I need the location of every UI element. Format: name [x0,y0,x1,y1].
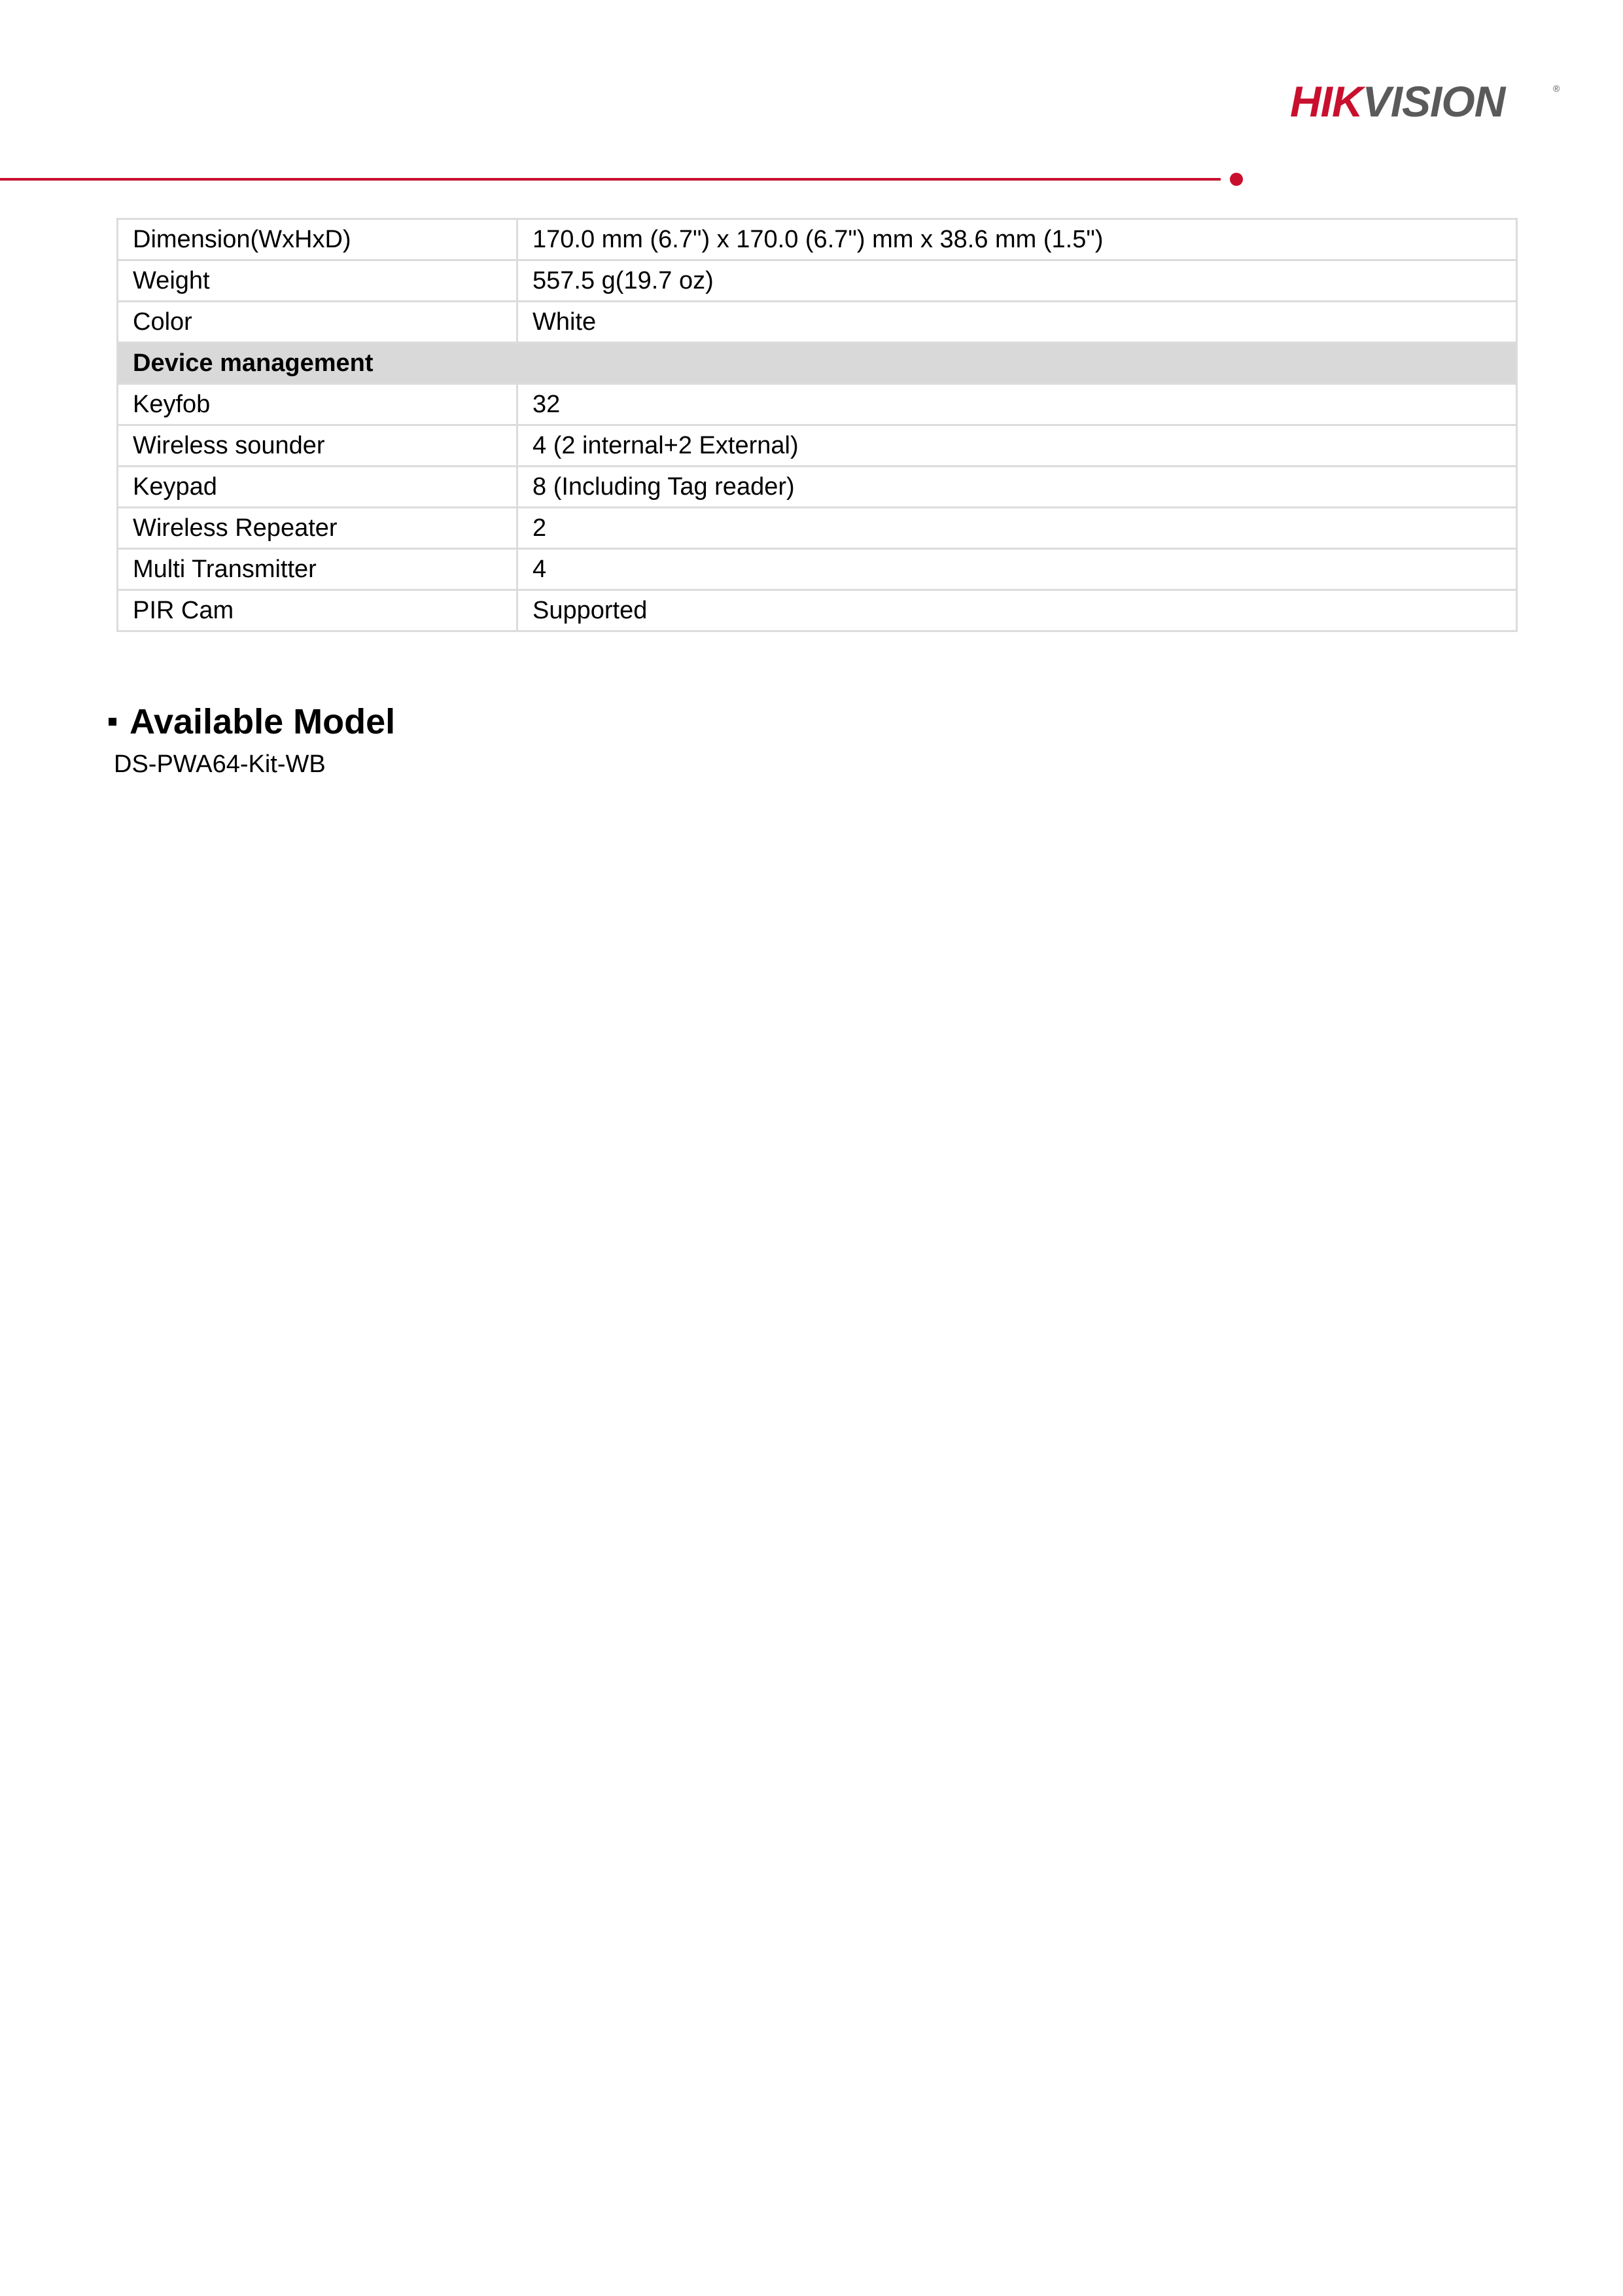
available-model-heading [109,699,395,745]
spec-label: Keyfob [118,384,517,425]
spec-value: White [517,302,1517,343]
spec-label: PIR Cam [118,590,517,631]
spec-label: Wireless Repeater [118,508,517,549]
table-row [118,590,1517,631]
spec-table [116,218,1518,632]
spec-value: 2 [517,508,1517,549]
spec-value: 557.5 g(19.7 oz) [517,260,1517,302]
table-row [118,508,1517,549]
model-number: DS-PWA64-Kit-WB [114,751,326,778]
table-row [118,549,1517,590]
section-header-row [118,343,1517,384]
square-bullet-icon [109,718,116,726]
spec-value: Supported [517,590,1517,631]
table-row [118,260,1517,302]
spec-value: 8 (Including Tag reader) [517,467,1517,508]
table-row [118,302,1517,343]
spec-label: Color [118,302,517,343]
spec-label: Dimension(WxHxD) [118,219,517,260]
section-title: Device management [118,343,1517,384]
svg-text:HIKVISION: HIKVISION [1290,77,1505,124]
spec-label: Keypad [118,467,517,508]
table-row [118,219,1517,260]
heading-text: Available Model [130,702,396,741]
table-row [118,425,1517,467]
spec-label: Wireless sounder [118,425,517,467]
table-row [118,384,1517,425]
spec-value: 4 (2 internal+2 External) [517,425,1517,467]
header-divider-line [0,178,1221,181]
spec-label: Multi Transmitter [118,549,517,590]
table-row [118,467,1517,508]
header-divider-dot [1230,173,1243,186]
spec-value: 32 [517,384,1517,425]
spec-value: 4 [517,549,1517,590]
spec-label: Weight [118,260,517,302]
spec-value: 170.0 mm (6.7") x 170.0 (6.7") mm x 38.6 mm (1.5") [517,219,1517,260]
svg-text:®: ® [1553,83,1560,94]
hikvision-logo [1290,77,1565,124]
